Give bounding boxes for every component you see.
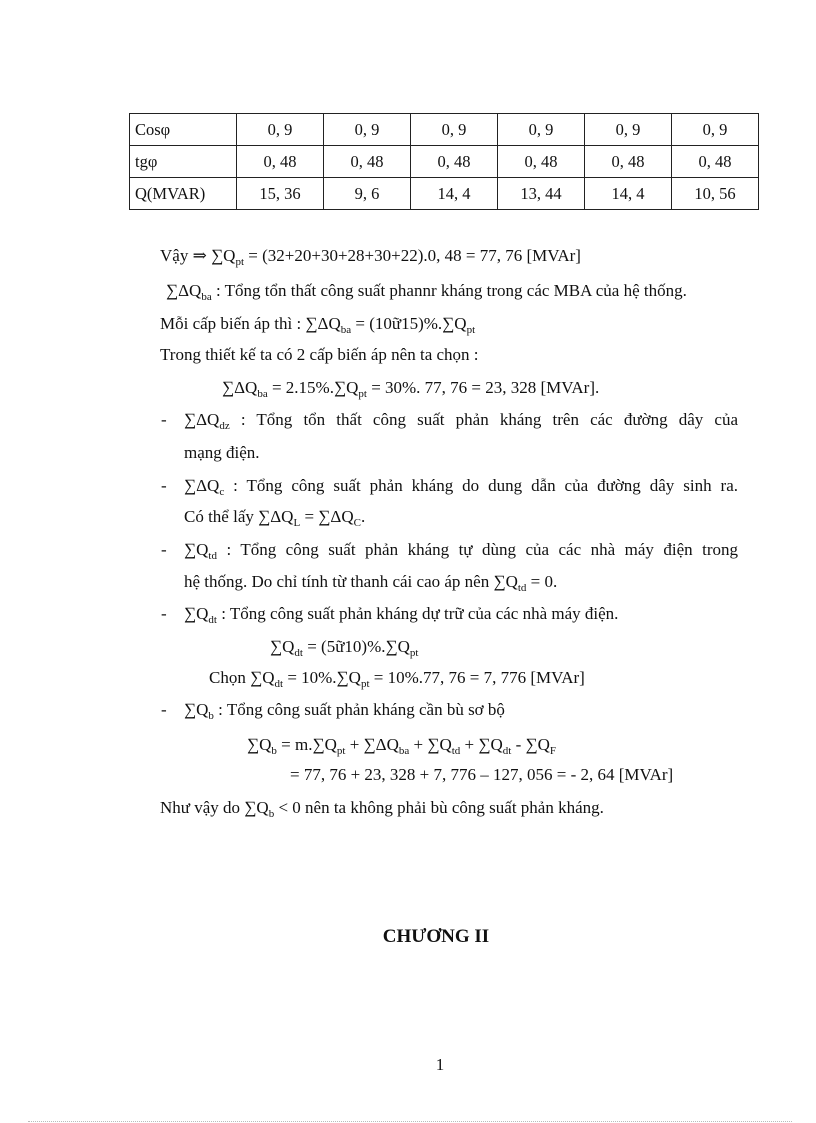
bullet-qtd-line2: hệ thống. Do chỉ tính từ thanh cái cao áp nên $\sum Q_{td} = 0$. xyxy=(184,572,558,594)
row-label: Cosφ xyxy=(130,114,237,146)
bullet-qb-line1: $\sum Q_b$ : Tổng công suất phản kháng cần bù sơ bộ xyxy=(184,700,505,722)
formula-qb-result: = 77, 76 + 23, 328 + 7, 776 – 127, 056 = - 2, 64 [MVAr] xyxy=(290,765,674,784)
page-footer-divider xyxy=(28,1121,792,1122)
table-row xyxy=(130,114,759,146)
table-cell: 0, 48 xyxy=(237,146,324,178)
bullet-dash: - xyxy=(161,476,167,495)
line-delta-qba-def: $\sum\Delta Q_{ba}$ : Tổng tổn thất công suất phannr kháng trong các MBA của hệ thống. xyxy=(166,281,687,303)
bullet-dash: - xyxy=(161,604,167,623)
table-cell: 0, 48 xyxy=(672,146,759,178)
line-design-choice: Trong thiết kế ta có 2 cấp biến áp nên ta chọn : xyxy=(160,345,479,364)
table-cell: 0, 9 xyxy=(672,114,759,146)
table-cell: 14, 4 xyxy=(585,178,672,210)
bullet-qc-line1: $\sum\Delta Q_c$ : Tổng công suất phản kháng do dung dẫn của đường dây sinh ra. xyxy=(184,476,738,498)
parameter-table xyxy=(129,113,759,210)
table-cell: 10, 56 xyxy=(672,178,759,210)
bullet-qdz-line2: mạng điện. xyxy=(184,443,260,462)
bullet-qdz-line1: $\sum\Delta Q_{dz}$ : Tổng tổn thất công suất phản kháng trên các đường dây của xyxy=(184,410,738,432)
table-cell: 0, 9 xyxy=(498,114,585,146)
formula-qdt-choice: Chọn $\sum Q_{dt} = 10\%.\sum Q_{pt} = 10\%.77$, 76 = 7, 776 [MVAr] xyxy=(209,668,585,690)
bullet-qdt-line1: $\sum Q_{dt}$ : Tổng công suất phản kháng dự trữ của các nhà máy điện. xyxy=(184,604,619,626)
bullet-dash: - xyxy=(161,540,167,559)
bullet-qc-line2: Có thể lấy $\sum\Delta Q_L = \sum\Delta Q_C$. xyxy=(184,507,366,529)
line-each-level: Mỗi cấp biến áp thì : $\sum\Delta Q_{ba}$ = $(10ữ15)\%.\sum Q_{pt}$ xyxy=(160,314,476,336)
bullet-dash: - xyxy=(161,700,167,719)
table-cell: 0, 9 xyxy=(324,114,411,146)
table-row xyxy=(130,178,759,210)
table-cell: 0, 9 xyxy=(585,114,672,146)
page-number: 1 xyxy=(435,1055,445,1074)
table-cell: 0, 48 xyxy=(498,146,585,178)
formula-delta-qba: $\sum\Delta Q_{ba} = 2.15\%.\sum Q_{pt} = 30\%$. 77, 76 = 23, 328 [MVAr]. xyxy=(222,378,600,400)
table-cell: 9, 6 xyxy=(324,178,411,210)
formula-qb: $\sum Q_b = m.\sum Q_{pt} + \sum\Delta Q_{ba} + \sum Q_{td} + \sum Q_{dt} - \sum Q_F$ xyxy=(247,735,557,757)
bullet-dash: - xyxy=(161,410,167,429)
table-row xyxy=(130,146,759,178)
conclusion-line: Như vậy do $\sum Q_b < 0$ nên ta không phải bù công suất phản kháng. xyxy=(160,798,604,820)
table-cell: 15, 36 xyxy=(237,178,324,210)
bullet-qtd-line1: $\sum Q_{td}$ : Tổng công suất phản kháng tự dùng của các nhà máy điện trong xyxy=(184,540,738,562)
formula-qdt-range: $\sum Q_{dt}$ = $(5ữ10)\%.\sum Q_{pt}$ xyxy=(270,637,419,659)
table-cell: 0, 48 xyxy=(324,146,411,178)
table-cell: 0, 48 xyxy=(585,146,672,178)
table-cell: 0, 9 xyxy=(237,114,324,146)
row-label: tgφ xyxy=(130,146,237,178)
chapter-heading: CHƯƠNG II xyxy=(382,926,490,947)
line-sum-qpt: Vậy ⇒ $\sum Q_{pt} = (32+20+30+28+30+22).0$, 48 = 77, 76 [MVAr] xyxy=(160,246,581,268)
table-cell: 0, 48 xyxy=(411,146,498,178)
table-cell: 13, 44 xyxy=(498,178,585,210)
row-label: Q(MVAR) xyxy=(130,178,237,210)
table-cell: 0, 9 xyxy=(411,114,498,146)
table-cell: 14, 4 xyxy=(411,178,498,210)
